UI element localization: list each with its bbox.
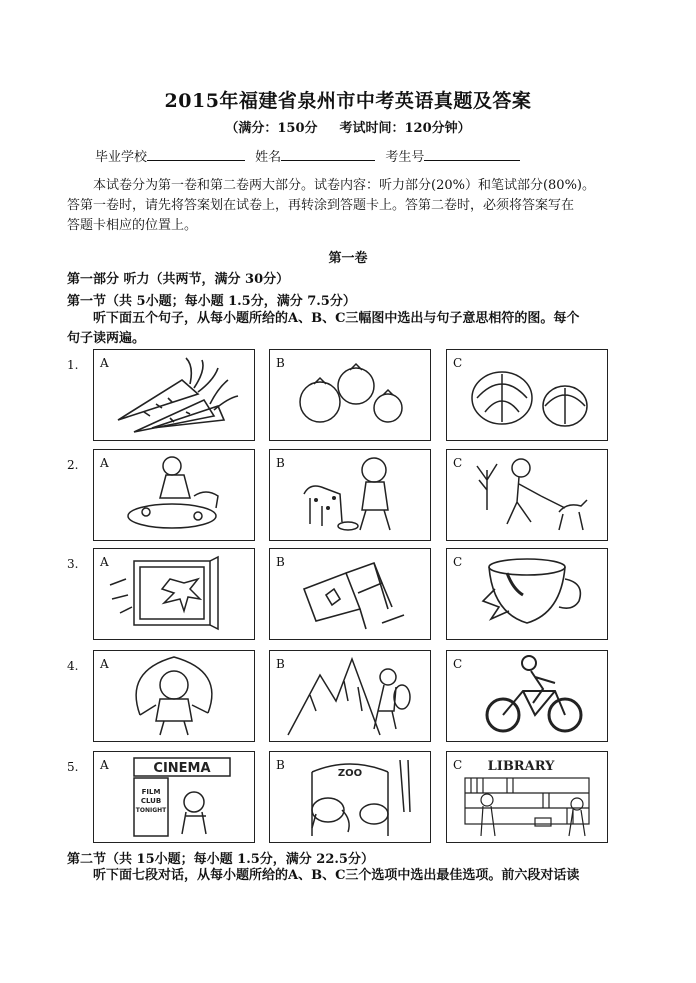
option-4b-man-climbing-mountain[interactable] bbox=[269, 650, 431, 742]
exam-number-label: 考生号 bbox=[385, 150, 425, 165]
name-label: 姓名 bbox=[255, 150, 282, 165]
student-info-fields bbox=[95, 146, 520, 165]
option-label: A bbox=[100, 758, 109, 772]
tomatoes-illustration bbox=[270, 350, 430, 440]
name-blank[interactable] bbox=[281, 148, 375, 161]
option-2a-boy-washing-dog[interactable] bbox=[93, 449, 255, 541]
option-2b-boy-feeding-dog[interactable] bbox=[269, 449, 431, 541]
option-label: A bbox=[100, 456, 109, 470]
broken-cup-illustration bbox=[447, 549, 607, 639]
question-3 bbox=[0, 548, 696, 640]
question-1 bbox=[0, 349, 696, 441]
volume-heading: 第一卷 bbox=[328, 251, 368, 266]
poster-line-1: FILM bbox=[141, 788, 161, 796]
cinema-sign: CINEMA bbox=[153, 761, 211, 776]
question-number: 1. bbox=[67, 358, 79, 372]
option-2c-boy-walking-dog[interactable] bbox=[446, 449, 608, 541]
option-label: C bbox=[453, 657, 463, 671]
option-label: C bbox=[453, 758, 463, 772]
broken-window-illustration bbox=[94, 549, 254, 639]
boy-washing-dog-illustration bbox=[94, 450, 254, 540]
option-label: B bbox=[276, 555, 285, 569]
instructions-line-3: 答题卡相应的位置上。 bbox=[67, 218, 198, 233]
option-3b-broken-chair[interactable] bbox=[269, 548, 431, 640]
part1-heading: 第一部分 听力（共两节，满分 30分） bbox=[67, 272, 290, 287]
question-number: 3. bbox=[67, 557, 79, 571]
option-1c-cabbages[interactable] bbox=[446, 349, 608, 441]
question-number: 5. bbox=[67, 760, 79, 774]
man-climbing-mountain-illustration bbox=[270, 651, 430, 741]
section2-heading: 第二节（共 15小题；每小题 1.5分，满分 22.5分） bbox=[67, 852, 374, 867]
broken-chair-illustration bbox=[270, 549, 430, 639]
boy-walking-dog-illustration bbox=[447, 450, 607, 540]
poster-line-2: CLUB bbox=[140, 797, 162, 805]
question-2 bbox=[0, 449, 696, 541]
section1-heading: 第一节（共 5小题；每小题 1.5分，满分 7.5分） bbox=[67, 294, 356, 309]
instructions-line-1: 本试卷分为第一卷和第二卷两大部分。试卷内容：听力部分(20%）和笔试部分(80%)。 bbox=[93, 178, 596, 193]
section1-instructions-line-1: 听下面五个句子，从每小题所给的A、B、C三幅图中选出与句子意思相符的图。每个 bbox=[93, 311, 580, 326]
library-sign: LIBRARY bbox=[487, 759, 555, 774]
girl-skipping-rope-illustration bbox=[94, 651, 254, 741]
cinema-illustration bbox=[94, 752, 254, 842]
option-label: C bbox=[453, 555, 463, 569]
option-3c-broken-cup[interactable] bbox=[446, 548, 608, 640]
instructions-line-2: 答第一卷时，请先将答案划在试卷上，再转涂到答题卡上。答第二卷时，必须将答案写在 bbox=[67, 198, 575, 213]
exam-time: 考试时间：120分钟） bbox=[339, 121, 471, 136]
option-3a-broken-window[interactable] bbox=[93, 548, 255, 640]
option-1b-tomatoes[interactable] bbox=[269, 349, 431, 441]
section1-instructions bbox=[67, 309, 637, 349]
poster-line-3: TONIGHT bbox=[135, 807, 167, 814]
option-1a-carrots[interactable] bbox=[93, 349, 255, 441]
option-label: C bbox=[453, 356, 463, 370]
exam-number-blank[interactable] bbox=[424, 148, 520, 161]
zoo-illustration bbox=[270, 752, 430, 842]
question-number: 2. bbox=[67, 458, 79, 472]
option-label: C bbox=[453, 456, 463, 470]
option-label: A bbox=[100, 657, 109, 671]
option-label: B bbox=[276, 758, 285, 772]
school-blank[interactable] bbox=[147, 148, 245, 161]
question-5 bbox=[0, 751, 696, 843]
section1-instructions-line-2: 句子读两遍。 bbox=[67, 331, 146, 346]
option-5c-library[interactable] bbox=[446, 751, 608, 843]
zoo-sign: ZOO bbox=[337, 768, 363, 779]
option-5b-zoo[interactable] bbox=[269, 751, 431, 843]
option-label: B bbox=[276, 356, 285, 370]
option-label: A bbox=[100, 356, 109, 370]
option-label: B bbox=[276, 456, 285, 470]
instructions bbox=[67, 176, 637, 236]
section2-instructions-line-1: 听下面七段对话，从每小题所给的A、B、C三个选项中选出最佳选项。前六段对话读 bbox=[93, 868, 580, 883]
full-score: （满分：150分 bbox=[225, 121, 318, 136]
library-illustration bbox=[447, 752, 607, 842]
option-4a-girl-skipping-rope[interactable] bbox=[93, 650, 255, 742]
carrots-illustration bbox=[94, 350, 254, 440]
section2-instructions bbox=[67, 866, 637, 886]
subtitle bbox=[0, 117, 696, 136]
man-riding-bike-illustration bbox=[447, 651, 607, 741]
question-number: 4. bbox=[67, 659, 79, 673]
page-title: 2015年福建省泉州市中考英语真题及答案 bbox=[164, 90, 532, 112]
question-4 bbox=[0, 650, 696, 742]
school-label: 毕业学校 bbox=[95, 150, 148, 165]
option-label: B bbox=[276, 657, 285, 671]
option-4c-man-riding-bike[interactable] bbox=[446, 650, 608, 742]
cabbages-illustration bbox=[447, 350, 607, 440]
boy-feeding-dog-illustration bbox=[270, 450, 430, 540]
option-label: A bbox=[100, 555, 109, 569]
option-5a-cinema[interactable] bbox=[93, 751, 255, 843]
